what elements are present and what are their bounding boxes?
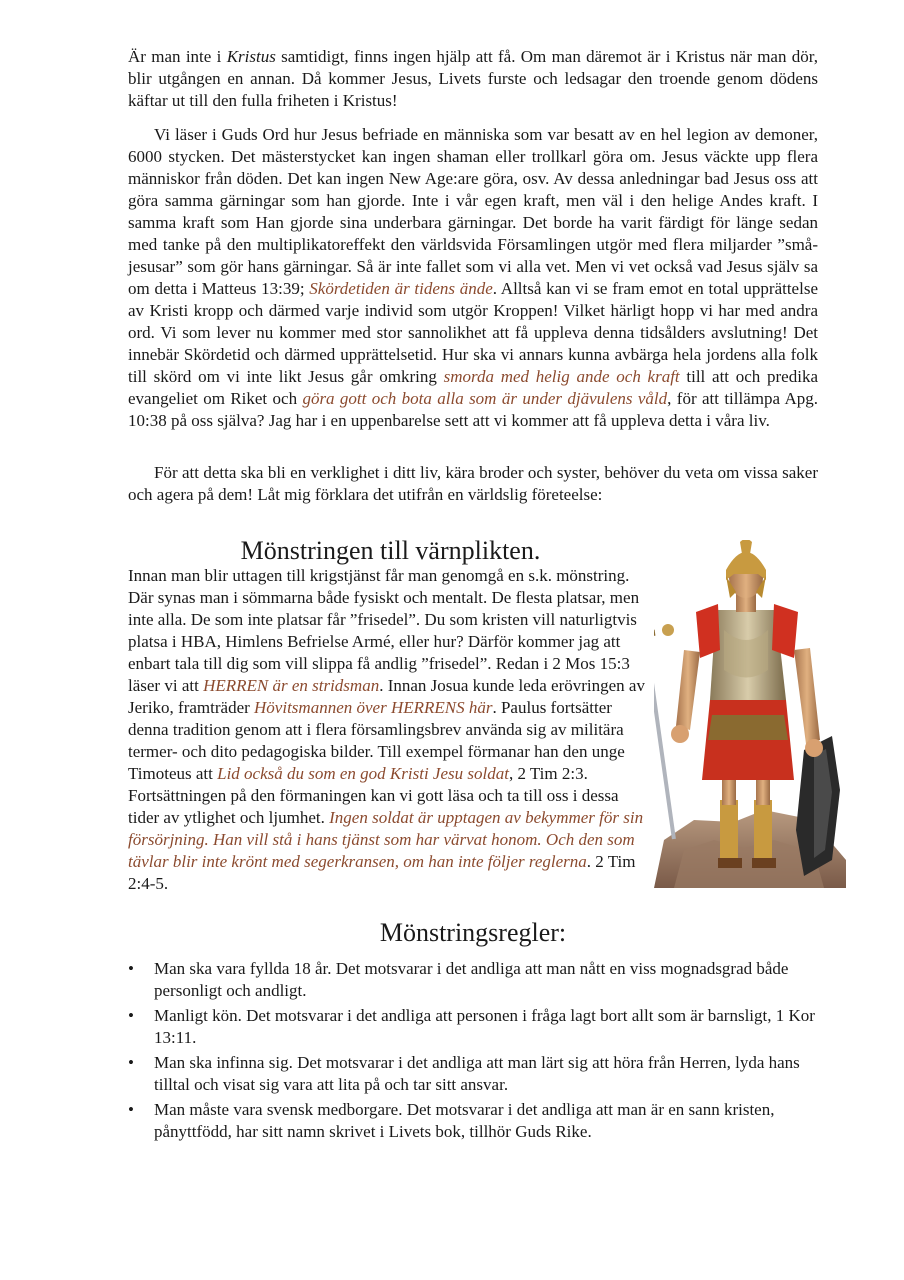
monstring-text-2: . Innan Josua kunde leda erövringen av Jeriko, framträder [128,676,645,717]
section-heading-regler: Mönstringsregler: [379,918,567,947]
bullet: • [128,1100,134,1119]
monstring-text-5: . 2 Tim 2:4-5. [128,852,636,893]
quote-gora-gott: göra gott och bota alla som är under djävulens våld [302,389,668,408]
bullet: • [128,1006,134,1025]
roman-soldier-illustration [654,540,846,888]
rules-list [128,958,818,1146]
p3-text: För att detta ska bli en verklighet i ditt liv, kära broder och syster, behöver du veta om vissa saker och agera på dem! Låt mig förklara det utifrån en världslig företeelse: [128,463,818,504]
p2-text-2: . Alltså kan vi se fram emot en total upprättelse av Kristi kropp och därmed varje individ som utgör Kroppen! Vilket härligt hopp vi har med andra ord. Vi som lever nu kommer med stor sannolikhet att få uppleva denna tidsålders avslutning! Det innebär Skördetid och därmed upprättelsetid. Hur ska vi annars kunna avbärga hela jordens alla folk till skörd om vi inte likt Jesus går omkring [128,279,818,386]
list-item [128,1005,818,1049]
list-item [128,1052,818,1096]
quote-herren-stridsman: HERREN är en stridsman [203,676,380,695]
list-item [128,958,818,1002]
p2-text-1: Vi läser i Guds Ord hur Jesus befriade en människa som var besatt av en hel legion av demoner, 6000 stycken. Det mästerstycket kan ingen shaman eller trollkarl göra om. Jesus väckte upp flera människor från döden. Det kan ingen New Age:are göra, osv. Av dessa anledningar bad Jesus oss att göra samma gärningar som han gjorde. Inte i vår egen kraft, men väl i den helige Andes kraft. I samma kraft som Han gjorde sina underbara gärningar. Det borde ha varit färdigt för länge sedan med tanke på den multiplikatoreffekt den världsvida Församlingen utgör med flera miljarder ”små-jesusar” som gör hans gärningar. Så är inte fallet som vi alla vet. Men vi vet också vad Jesus själv sa om detta i Matteus 13:39; [128,125,818,298]
monstring-text-1: Innan man blir uttagen till krigstjänst får man genomgå en s.k. mönstring. Där synas man i sömmarna både fysiskt och mentalt. De flesta platsar, men inte alla. De som inte platsar får ”frisedel”. Du som kristen vill naturligtvis platsa i HBA, Himlens Befrielse Armé, eller hur? Därför kommer jag att enbart tala till dig som vill slippa få andlig ”frisedel”. Redan i 2 Mos 15:3 läser vi att [128,566,640,695]
bullet: • [128,959,134,978]
intro-text-cont: samtidigt, finns ingen hjälp att få. Om man däremot är i Kristus när man dör, blir utgången en annan. Då kommer Jesus, Livets furste och ledsagar den troende genom dödens käftar ut till den fulla friheten i Kristus! [128,47,819,110]
p2-text-3: till att och predika evangeliet om Riket och [128,367,818,408]
quote-lid-ocksa: Lid också du som en god Kristi Jesu soldat [217,764,509,783]
quote-hovitsmannen: Hövitsmannen över HERRENS här [254,698,493,717]
rule-text: Man måste vara svensk medborgare. Det motsvarar i det andliga att man är en sann kristen, pånyttfödd, har sitt namn skrivet i Livets bok, tillhör Guds Rike. [154,1100,775,1141]
rule-text: Man ska vara fyllda 18 år. Det motsvarar i det andliga att man nått en viss mognadsgrad både personligt och andligt. [154,959,789,1000]
list-item [128,1099,818,1143]
monstring-paragraph [128,565,648,895]
rule-text: Manligt kön. Det motsvarar i det andliga att personen i fråga lagt bort allt som är barnsligt, 1 Kor 13:11. [154,1006,815,1047]
rule-text: Man ska infinna sig. Det motsvarar i det andliga att man lärt sig att höra från Herren, lyda hans tilltal och visat sig vara att lita på och tar sitt ansvar. [154,1053,800,1094]
p2-text-4: , för att tillämpa Apg. 10:38 på oss själva? Jag har i en uppenbarelse sett att vi kommer att få uppleva detta i våra liv. [128,389,819,430]
section-heading-monstring: Mönstringen till värnplikten. [240,536,541,565]
quote-skordetiden: Skördetiden är tidens ände [309,279,493,298]
bullet: • [128,1053,134,1072]
monstring-text-4: , 2 Tim 2:3. Fortsättningen på den förmaningen kan vi gott läsa och ta till oss i dessa tider av ytlighet och ljumhet. [128,764,619,827]
quote-ingen-soldat: Ingen soldat är upptagen av bekymmer för sin försörjning. Han vill stå i hans tjänst som har värvat honom. Och den som tävlar blir inte krönt med segerkransen, om han inte följer reglerna [128,808,644,871]
body-paragraph-verklighet [128,462,818,506]
kristus-emphasis: Kristus [226,47,276,66]
intro-text: Är man inte i [128,47,227,66]
quote-smorda: smorda med helig ande och kraft [443,367,680,386]
monstring-text-3: . Paulus fortsätter denna tradition genom att i flera församlingsbrev använda sig av militära termer- och dito pedagogiska bilder. Till exempel förmanar han den unge Timoteus att [128,698,625,783]
intro-paragraph [128,46,818,112]
body-paragraph-legion [128,124,818,432]
